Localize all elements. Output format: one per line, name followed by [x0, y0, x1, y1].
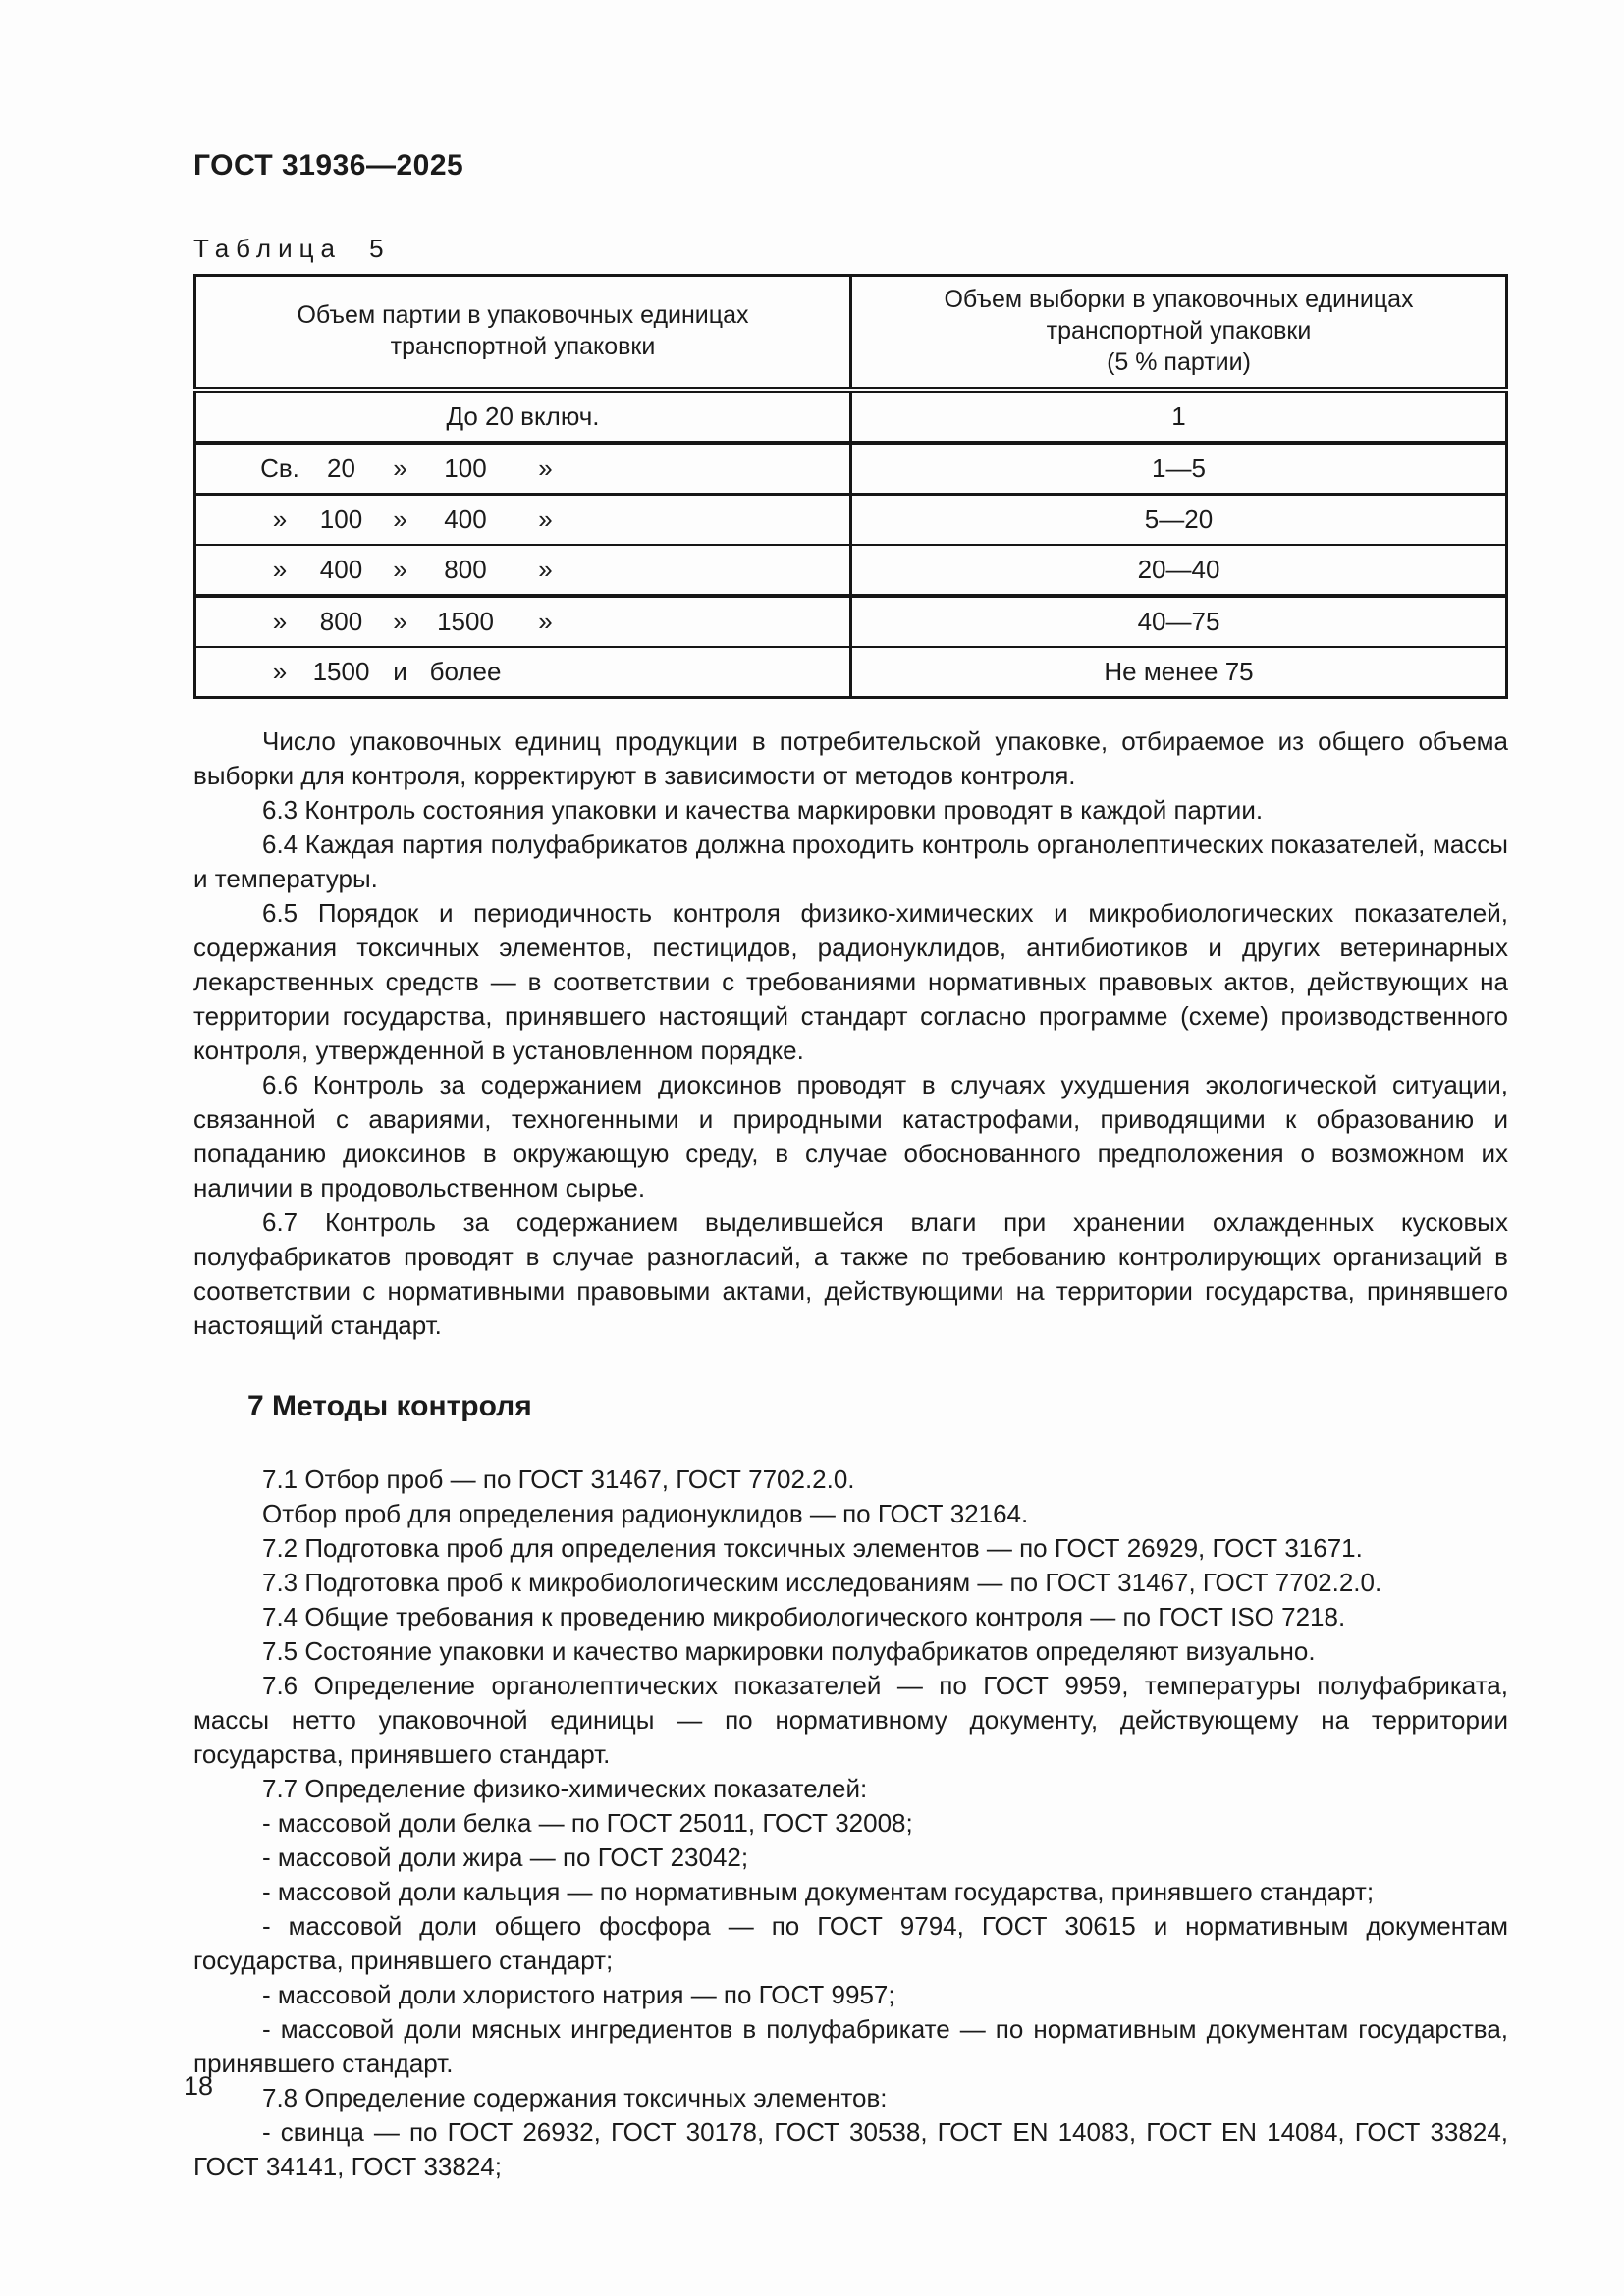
range-part: »: [538, 555, 553, 584]
batch-range-values: [196, 454, 849, 484]
paragraph: 7.4 Общие требования к проведению микробиологического контроля — по ГОСТ ISO 7218.: [262, 1602, 1346, 1631]
paragraph: 7.8 Определение содержания токсичных элементов:: [262, 2083, 888, 2112]
range-part: »: [538, 454, 553, 483]
batch-range-values: [196, 555, 849, 585]
batch-range-cell: [195, 495, 851, 546]
range-part: и: [393, 657, 407, 686]
range-part: »: [393, 454, 407, 483]
paragraph: 6.6 Контроль за содержанием диоксинов проводят в случаях ухудшения экологической ситуации, связанной с авариями, техногенными и природными катастрофами, приводящими к образованию и попаданию диоксинов в окружающую среду, в случае обоснованного предположения о возможном их наличии в продовольственном сырье.: [193, 1070, 1508, 1202]
table-row: [195, 647, 1507, 698]
paragraph: - массовой доли белка — по ГОСТ 25011, ГОСТ 32008;: [262, 1808, 913, 1838]
range-part: 100: [319, 505, 363, 534]
table-header: [195, 276, 1507, 391]
paragraph: 7.1 Отбор проб — по ГОСТ 31467, ГОСТ 7702.2.0.: [262, 1465, 855, 1494]
column-header-sample-volume: [851, 276, 1507, 391]
range-part: 400: [319, 555, 363, 584]
range-part: 20: [327, 454, 355, 483]
range-part: »: [538, 607, 553, 636]
table-row: [195, 443, 1507, 495]
paragraph: 6.3 Контроль состояния упаковки и качества маркировки проводят в каждой партии.: [262, 795, 1264, 825]
sample-size-cell: Не менее 75: [1104, 657, 1254, 686]
batch-range-cell: [195, 545, 851, 596]
column-header-batch-volume: Объем партии в упаковочных единицах транспортной упаковки: [195, 276, 851, 391]
sample-size-cell: 1: [851, 390, 1507, 443]
range-part: 800: [319, 607, 363, 636]
table-header-row: [195, 276, 1507, 391]
range-part: »: [393, 555, 407, 584]
range-part: »: [272, 555, 288, 584]
paragraph: 6.5 Порядок и периодичность контроля физико-химических и микробиологических показателей, содержания токсичных элементов, пестицидов, радионуклидов, антибиотиков и других ветеринарных лекарственных средств — в соответствии с требованиями нормативных правовых актов, действующих на территории государства, принявшего настоящий стандарт согласно программе (схеме) производственного контроля, утвержденной в установленном порядке.: [193, 898, 1508, 1065]
table-row: [195, 495, 1507, 546]
batch-range-cell: [195, 647, 851, 698]
table-caption: Таблица 5: [193, 234, 391, 263]
range-part: 1500: [437, 607, 494, 636]
range-part: Св.: [260, 454, 299, 483]
sample-size-cell: 5—20: [851, 495, 1507, 546]
range-part: более: [429, 657, 502, 686]
batch-range-cell: [195, 596, 851, 647]
paragraph: 7.3 Подготовка проб к микробиологическим исследованиям — по ГОСТ 31467, ГОСТ 7702.2.0.: [262, 1568, 1382, 1597]
paragraph: 7.5 Состояние упаковки и качество маркировки полуфабрикатов определяют визуально.: [262, 1636, 1316, 1666]
paragraph: - массовой доли жира — по ГОСТ 23042;: [262, 1842, 749, 1872]
table-row: [195, 596, 1507, 647]
paragraph: - свинца — по ГОСТ 26932, ГОСТ 30178, ГОСТ 30538, ГОСТ EN 14083, ГОСТ EN 14084, ГОСТ 33824, ГОСТ 34141, ГОСТ 33824;: [193, 2117, 1508, 2181]
batch-range-cell: До 20 включ.: [195, 390, 851, 443]
section-6-paragraphs: [193, 724, 1508, 1343]
range-part: »: [393, 505, 407, 534]
range-part: 400: [444, 505, 487, 534]
paragraph: 7.2 Подготовка проб для определения токсичных элементов — по ГОСТ 26929, ГОСТ 31671.: [262, 1533, 1363, 1563]
section-7-paragraphs: [193, 1463, 1508, 2184]
table-body: [195, 390, 1507, 698]
range-part: 800: [444, 555, 487, 584]
range-part: »: [538, 505, 553, 534]
paragraph: - массовой доли кальция — по нормативным документам государства, принявшего стандарт;: [262, 1877, 1375, 1906]
paragraph: - массовой доли мясных ингредиентов в полуфабрикате — по нормативным документам государства, принявшего стандарт.: [193, 2014, 1508, 2078]
paragraph: - массовой доли общего фосфора — по ГОСТ 9794, ГОСТ 30615 и нормативным документам государства, принявшего стандарт;: [193, 1911, 1508, 1975]
paragraph: 7.7 Определение физико-химических показателей:: [262, 1774, 868, 1803]
paragraph: 6.4 Каждая партия полуфабрикатов должна проходить контроль органолептических показателей, массы и температуры.: [193, 829, 1508, 893]
paragraph: 6.7 Контроль за содержанием выделившейся влаги при хранении охлажденных кусковых полуфабрикатов проводят в случае разногласий, а также по требованию контролирующих организаций в соответствии с нормативными правовыми актами, действующими на территории государства, принявшего настоящий стандарт.: [193, 1207, 1508, 1340]
batch-range-values: [196, 505, 849, 535]
doc-code-header: ГОСТ 31936—2025: [193, 149, 464, 182]
sampling-table: [193, 274, 1508, 699]
paragraph: - массовой доли хлористого натрия — по ГОСТ 9957;: [262, 1980, 895, 2009]
paragraph: Число упаковочных единиц продукции в потребительской упаковке, отбираемое из общего объема выборки для контроля, корректируют в зависимости от методов контроля.: [193, 726, 1508, 790]
range-part: 100: [444, 454, 487, 483]
page-number: 18: [184, 2071, 214, 2101]
range-part: »: [272, 607, 288, 636]
range-part: 1500: [312, 657, 370, 686]
sample-size-cell: 40—75: [851, 596, 1507, 647]
column-header-sample-volume-line2: (5 % партии): [1107, 348, 1251, 376]
range-part: »: [272, 505, 288, 534]
batch-range-values: [196, 657, 849, 687]
range-part: »: [272, 657, 288, 686]
range-part: »: [393, 607, 407, 636]
paragraph: Отбор проб для определения радионуклидов — по ГОСТ 32164.: [262, 1499, 1029, 1528]
sample-size-cell: 1—5: [851, 443, 1507, 495]
batch-range-values: [196, 607, 849, 637]
table-row: [195, 390, 1507, 443]
table-row: [195, 545, 1507, 596]
sample-size-cell: 20—40: [851, 545, 1507, 596]
section-7-heading: 7 Методы контроля: [247, 1390, 532, 1422]
page-content: [193, 149, 1508, 2184]
column-header-sample-volume-line1: Объем выборки в упаковочных единицах транспортной упаковки: [944, 286, 1414, 345]
batch-range-cell: [195, 443, 851, 495]
paragraph: 7.6 Определение органолептических показателей — по ГОСТ 9959, температуры полуфабриката, массы нетто упаковочной единицы — по нормативному документу, действующему на территории государства, принявшего стандарт.: [193, 1671, 1508, 1769]
